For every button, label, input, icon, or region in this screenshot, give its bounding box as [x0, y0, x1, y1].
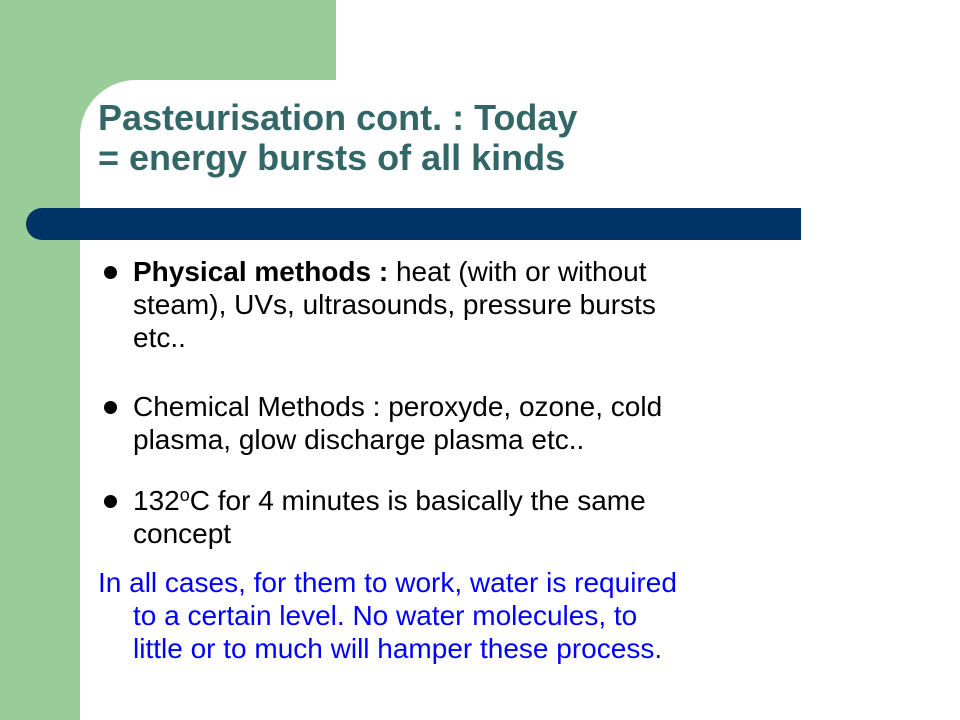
note-line: little or to much will hamper these process. — [133, 633, 663, 664]
note-line: In all cases, for them to work, water is required — [98, 567, 677, 598]
bullet-item-chemical-methods — [133, 390, 893, 456]
slide-title — [98, 98, 858, 178]
temperature-value: 132 — [133, 485, 180, 516]
degree-superscript: o — [179, 485, 190, 505]
bullet-line — [133, 484, 893, 517]
note-line: to a certain level. No water molecules, to — [133, 600, 638, 631]
bullet-dot-icon — [104, 401, 117, 414]
bullet-line — [133, 255, 893, 288]
note-paragraph — [98, 566, 898, 665]
bullet-line: plasma, glow discharge plasma etc.. — [133, 424, 585, 455]
title-divider-bar — [26, 208, 801, 240]
slide-title-line-2: = energy bursts of all kinds — [98, 137, 566, 178]
bullet-line: etc.. — [133, 322, 186, 353]
bullet-bold-lead: Physical methods : — [133, 256, 396, 287]
bullet-dot-icon — [104, 495, 117, 508]
bullet-item-temperature — [133, 484, 893, 550]
bullet-item-physical-methods — [133, 255, 893, 354]
bullet-line: steam), UVs, ultrasounds, pressure bursts — [133, 289, 656, 320]
slide-title-line-1: Pasteurisation cont. : Today — [98, 97, 578, 138]
bullet-text: C for 4 minutes is basically the same — [189, 485, 646, 516]
bullet-line: concept — [133, 518, 232, 549]
bullet-text: heat (with or without — [395, 256, 647, 287]
bullet-line: Chemical Methods : peroxyde, ozone, cold — [133, 391, 663, 422]
bullet-dot-icon — [104, 266, 117, 279]
